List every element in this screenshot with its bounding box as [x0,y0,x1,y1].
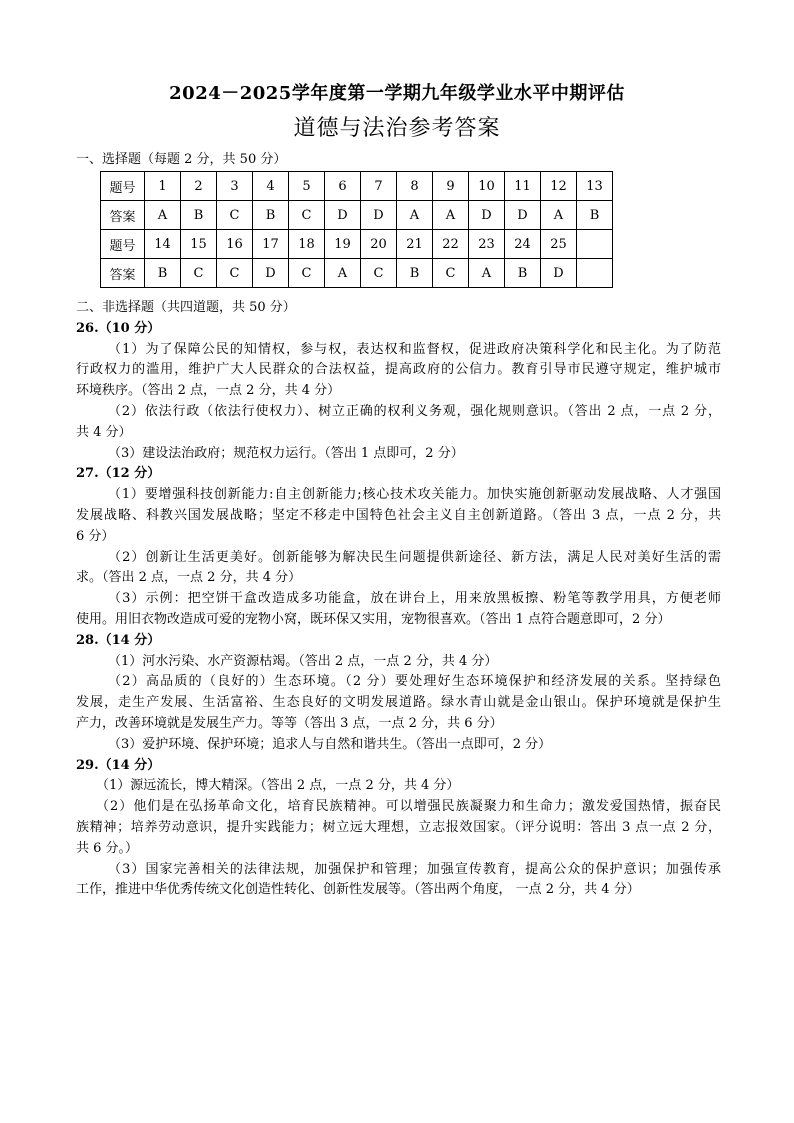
table-cell: 10 [469,172,505,201]
table-cell: A [469,259,505,288]
table-cell: A [541,201,577,230]
answer-text-line: 共 4 分） [76,424,132,440]
table-cell: C [433,259,469,288]
table-cell: A [433,201,469,230]
table-cell: 7 [361,172,397,201]
row-label-answer: 答案 [101,201,145,230]
table-cell: B [397,259,433,288]
table-cell: 25 [541,230,577,259]
answer-text-line: （2）创新让生活更美好。创新能够为解决民生问题提供新途径、新方法，满足人民对美好生活的需 [108,549,721,565]
table-cell [577,259,613,288]
row-label-answer: 答案 [101,259,145,288]
table-cell: 16 [217,230,253,259]
table-cell: C [289,259,325,288]
answer-text-line: （2）高品质的（良好的）生态环境。（2 分）要处理好生态环境保护和经济发展的关系。坚持绿色 [108,674,721,690]
table-cell: B [505,259,541,288]
row-label-question: 题号 [101,230,145,259]
answer-text-line: 使用。用旧衣物改造成可爱的宠物小窝，既环保又实用，宠物很喜欢。（答出 1 点符合题意即可，2 分） [76,611,671,627]
answer-text-line: 族精神；培养劳动意识，提升实践能力；树立远大理想，立志报效国家。（评分说明：答出 3 点一点 2 分， [76,819,721,835]
answer-text-line: 工作，推进中华优秀传统文化创造性转化、创新性发展等。（答出两个角度， 一点 2 分，共 4 分） [76,882,640,898]
answer-text-line: （3）国家完善相关的法律法规，加强保护和管理；加强宣传教育，提高公众的保护意识；加强传承 [108,861,721,877]
question-29-number: 29.（14 分） [76,757,161,773]
table-cell: 2 [181,172,217,201]
answer-text-line: （1）要增强科技创新能力:自主创新能力;核心技术攻关能力。加快实施创新驱动发展战略、人才强国 [108,487,721,503]
answer-text-line: 求。（答出 2 点，一点 2 分，共 4 分） [76,570,302,586]
table-cell [577,230,613,259]
table-row-answers-2 [101,259,613,288]
question-26-number: 26.（10 分） [76,320,161,336]
table-cell: 4 [253,172,289,201]
table-cell: A [145,201,181,230]
table-cell: 11 [505,172,541,201]
row-label-question: 题号 [101,172,145,201]
table-cell: C [181,259,217,288]
table-cell: 24 [505,230,541,259]
table-cell: 17 [253,230,289,259]
page-subtitle: 道德与法治参考答案 [293,116,501,141]
table-row-question-numbers-1 [101,172,613,201]
table-cell: C [217,259,253,288]
table-cell: 3 [217,172,253,201]
section-1-heading: 一、选择题（每题 2 分，共 50 分） [76,152,287,167]
table-cell: 12 [541,172,577,201]
table-cell: B [577,201,613,230]
table-cell: D [541,259,577,288]
table-cell: D [253,259,289,288]
table-cell: D [361,201,397,230]
answer-text-line: 产力，改善环境就是发展生产力。等等（答出 3 点，一点 2 分，共 6 分） [76,715,503,731]
table-cell: C [361,259,397,288]
question-27-number: 27.（12 分） [76,466,161,482]
table-cell: 6 [325,172,361,201]
section-2-heading: 二、非选择题（共四道题，共 50 分） [76,300,296,315]
table-row-answers-1 [101,201,613,230]
answer-text-line: （1）为了保障公民的知情权，参与权，表达权和监督权，促进政府决策科学化和民主化。为了防范 [108,341,721,357]
table-cell: 14 [145,230,181,259]
table-cell: 21 [397,230,433,259]
table-cell: A [325,259,361,288]
table-row-question-numbers-2 [101,230,613,259]
answer-text-line: 行政权力的滥用，维护广大人民群众的合法权益，提高政府的公信力。教育引导市民遵守规定，维护城市 [76,362,721,378]
table-cell: B [253,201,289,230]
non-choice-answers [76,298,721,901]
answer-text-line: 共 6 分。） [76,840,139,856]
table-cell: D [505,201,541,230]
table-cell: B [181,201,217,230]
answer-text-line: 发展战略、科教兴国发展战略；坚定不移走中国特色社会主义自主创新道路。（答出 3 点，一点 2 分，共 [76,507,721,523]
answer-text-line: 发展，走生产发展、生活富裕、生态良好的文明发展道路。绿水青山就是金山银山。保护环境就是保护生 [76,695,721,711]
table-cell: 20 [361,230,397,259]
answer-text-line: （2）他们是在弘扬革命文化，培育民族精神。可以增强民族凝聚力和生命力；激发爱国热情，振奋民 [96,799,721,815]
table-cell: A [397,201,433,230]
answer-text-line: （1）源远流长，博大精深。（答出 2 点，一点 2 分，共 4 分） [96,778,460,794]
answer-text-line: （3）爱护环境、保护环境；追求人与自然和谐共生。（答出一点即可，2 分） [108,736,552,752]
table-cell: D [469,201,505,230]
table-cell: C [217,201,253,230]
table-cell: 23 [469,230,505,259]
answer-text-line: 6 分） [76,528,115,544]
table-cell: 8 [397,172,433,201]
table-cell: B [145,259,181,288]
table-cell: C [289,201,325,230]
answer-text-line: 环境秩序。（答出 2 点，一点 2 分，共 4 分） [76,383,341,399]
page-title: 2024－2025学年度第一学期九年级学业水平中期评估 [169,83,625,104]
table-cell: D [325,201,361,230]
table-cell: 15 [181,230,217,259]
table-cell: 5 [289,172,325,201]
answer-text-line: （1）河水污染、水产资源枯竭。（答出 2 点，一点 2 分，共 4 分） [108,653,498,669]
answer-text-line: （3）建设法治政府；规范权力运行。（答出 1 点即可，2 分） [108,445,464,461]
answer-table [100,171,613,288]
table-cell: 22 [433,230,469,259]
table-cell: 18 [289,230,325,259]
question-28-number: 28.（14 分） [76,632,161,648]
table-cell: 19 [325,230,361,259]
answer-text-line: （2）依法行政（依法行使权力）、树立正确的权利义务观，强化规则意识。（答出 2 点，一点 2 分， [108,403,721,419]
table-cell: 9 [433,172,469,201]
answer-text-line: （3）示例：把空饼干盒改造成多功能盒，放在讲台上，用来放黑板擦、粉笔等教学用具，方便老师 [108,591,721,607]
table-cell: 13 [577,172,613,201]
table-cell: 1 [145,172,181,201]
